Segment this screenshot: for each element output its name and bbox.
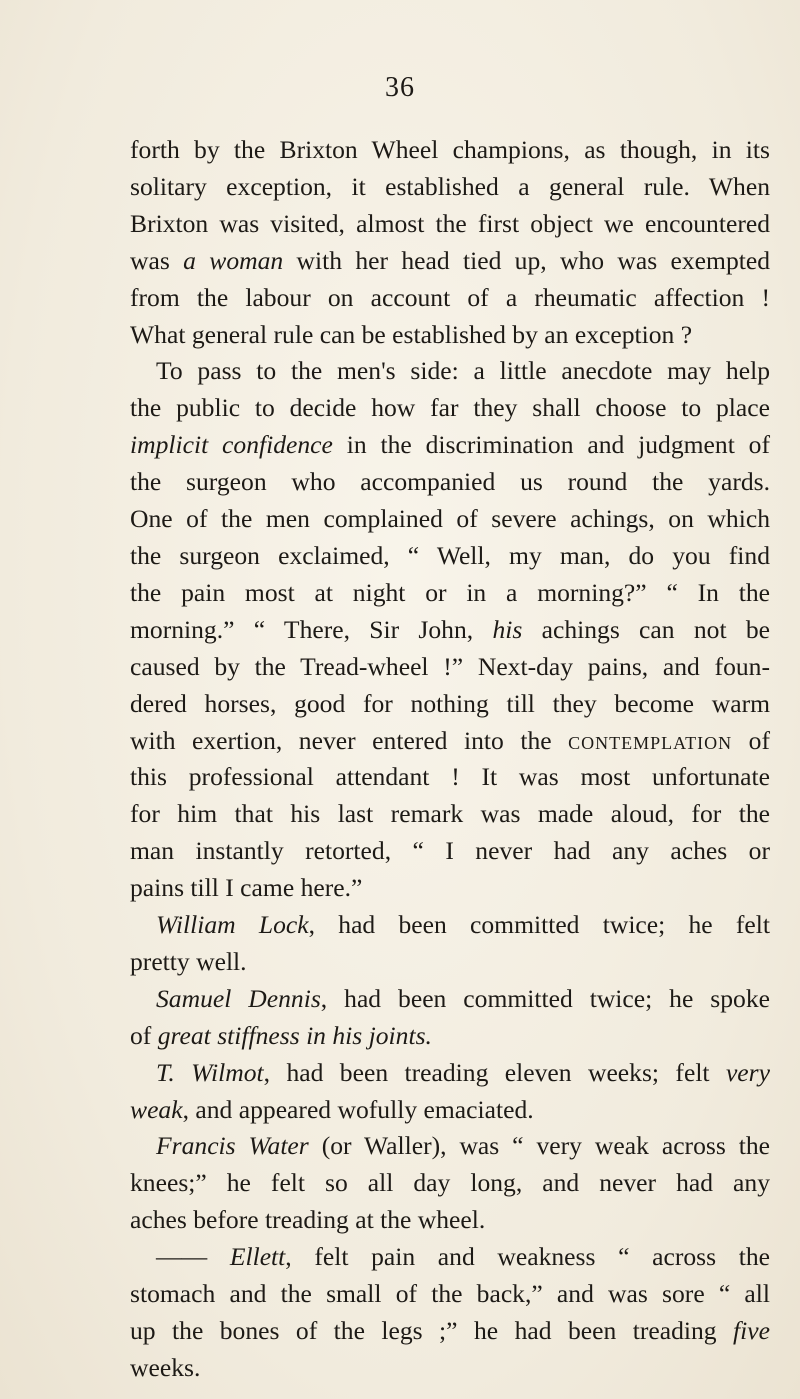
text-run: morning.” “ There, Sir John,: [130, 614, 493, 644]
text-run: To pass to the men's side: a little anecdote may help: [156, 356, 770, 386]
text-run: was: [130, 245, 184, 275]
text-line: [130, 907, 770, 944]
text-run: , felt pain and weakness “ across the: [285, 1242, 770, 1272]
text-run: of: [732, 725, 771, 755]
text-run: , had been committed twice; he felt: [308, 910, 770, 940]
text-line: [130, 501, 770, 538]
text-line: [130, 612, 770, 649]
italic-text: Francis Water: [156, 1131, 309, 1161]
text-line: [130, 1128, 770, 1165]
italic-text: implicit confidence: [130, 430, 333, 460]
text-run: the pain most at night or in a morning?” “ In the: [130, 577, 770, 607]
small-caps-text: contemplation: [568, 725, 733, 755]
text-run: , had been committed twice; he spoke: [320, 983, 770, 1013]
text-run: , had been treading eleven weeks; felt: [263, 1057, 726, 1087]
text-line: [130, 206, 770, 243]
text-line: [130, 870, 770, 907]
text-run: from the labour on account of a rheumatic affection !: [130, 282, 770, 312]
text-run: in the discrimination and judgment of: [332, 430, 770, 460]
text-run: dered horses, good for nothing till they become warm: [130, 688, 770, 718]
text-run: pretty well.: [130, 946, 247, 976]
text-line: [130, 944, 770, 981]
italic-text: Samuel Dennis: [156, 983, 321, 1013]
italic-text: his: [492, 614, 523, 644]
text-line: [130, 132, 770, 169]
text-line: [130, 575, 770, 612]
text-line: [130, 1018, 770, 1055]
text-run: solitary exception, it established a general rule. When: [130, 171, 770, 201]
text-line: [130, 981, 770, 1018]
text-line: [130, 1092, 770, 1129]
text-run: up the bones of the legs ;” he had been treading: [130, 1316, 734, 1345]
text-run: (or Waller), was “ very weak across the: [308, 1131, 770, 1161]
italic-text: William Lock: [156, 910, 309, 940]
text-line: [130, 427, 770, 464]
text-run: pains till I came here.”: [130, 873, 363, 903]
text-run: the surgeon exclaimed, “ Well, my man, do you find: [130, 540, 770, 570]
text-line: [130, 833, 770, 870]
italic-text: very: [725, 1057, 770, 1087]
text-line: [130, 280, 770, 317]
text-run: What general rule can be established by an exception ?: [130, 319, 693, 349]
text-line: [130, 759, 770, 796]
text-run: forth by the Brixton Wheel champions, as though, in its: [130, 135, 770, 164]
text-line: [130, 649, 770, 686]
text-line: [130, 723, 770, 760]
text-run: stomach and the small of the back,” and was sore “ all: [130, 1279, 770, 1309]
text-line: [130, 169, 770, 206]
text-line: [130, 464, 770, 501]
text-line: [130, 1055, 770, 1092]
italic-text: weak: [130, 1094, 183, 1124]
text-line: [130, 1313, 770, 1350]
text-run: the surgeon who accompanied us round the yards.: [130, 467, 770, 497]
text-line: [130, 1350, 770, 1387]
text-run: ——: [156, 1242, 230, 1272]
italic-text: a woman: [183, 245, 284, 275]
text-line: [130, 538, 770, 575]
body-text: [130, 132, 770, 1387]
italic-text: T. Wilmot: [156, 1057, 264, 1087]
text-line: [130, 353, 770, 390]
text-run: One of the men complained of severe achings, on which: [130, 504, 770, 534]
italic-text: Ellett: [229, 1242, 286, 1272]
text-run: with her head tied up, who was exempted: [283, 245, 771, 275]
page-number: 36: [385, 72, 415, 103]
text-line: [130, 686, 770, 723]
text-run: with exertion, never entered into the: [130, 725, 569, 755]
text-line: [130, 1165, 770, 1202]
italic-text: great stiffness in his joints.: [157, 1020, 432, 1050]
italic-text: five: [733, 1316, 770, 1345]
text-run: achings can not be: [522, 614, 770, 644]
text-run: weeks.: [130, 1352, 201, 1382]
text-run: , and appeared wofully emaciated.: [182, 1094, 534, 1124]
text-line: [130, 317, 770, 354]
text-run: Brixton was visited, almost the first object we encountered: [130, 208, 770, 238]
text-line: [130, 796, 770, 833]
text-line: [130, 1276, 770, 1313]
text-line: [130, 243, 770, 280]
text-line: [130, 390, 770, 427]
text-run: for him that his last remark was made aloud, for the: [130, 799, 770, 829]
text-run: man instantly retorted, “ I never had any aches or: [130, 836, 770, 866]
text-run: knees;” he felt so all day long, and never had any: [130, 1168, 770, 1198]
text-run: this professional attendant ! It was most unfortunate: [130, 762, 770, 792]
text-run: aches before treading at the wheel.: [130, 1205, 486, 1235]
text-run: the public to decide how far they shall choose to place: [130, 393, 770, 423]
text-line: [130, 1239, 770, 1276]
text-run: caused by the Tread-wheel !” Next-day pains, and foun-: [130, 651, 770, 681]
text-run: of: [130, 1020, 158, 1050]
text-line: [130, 1202, 770, 1239]
